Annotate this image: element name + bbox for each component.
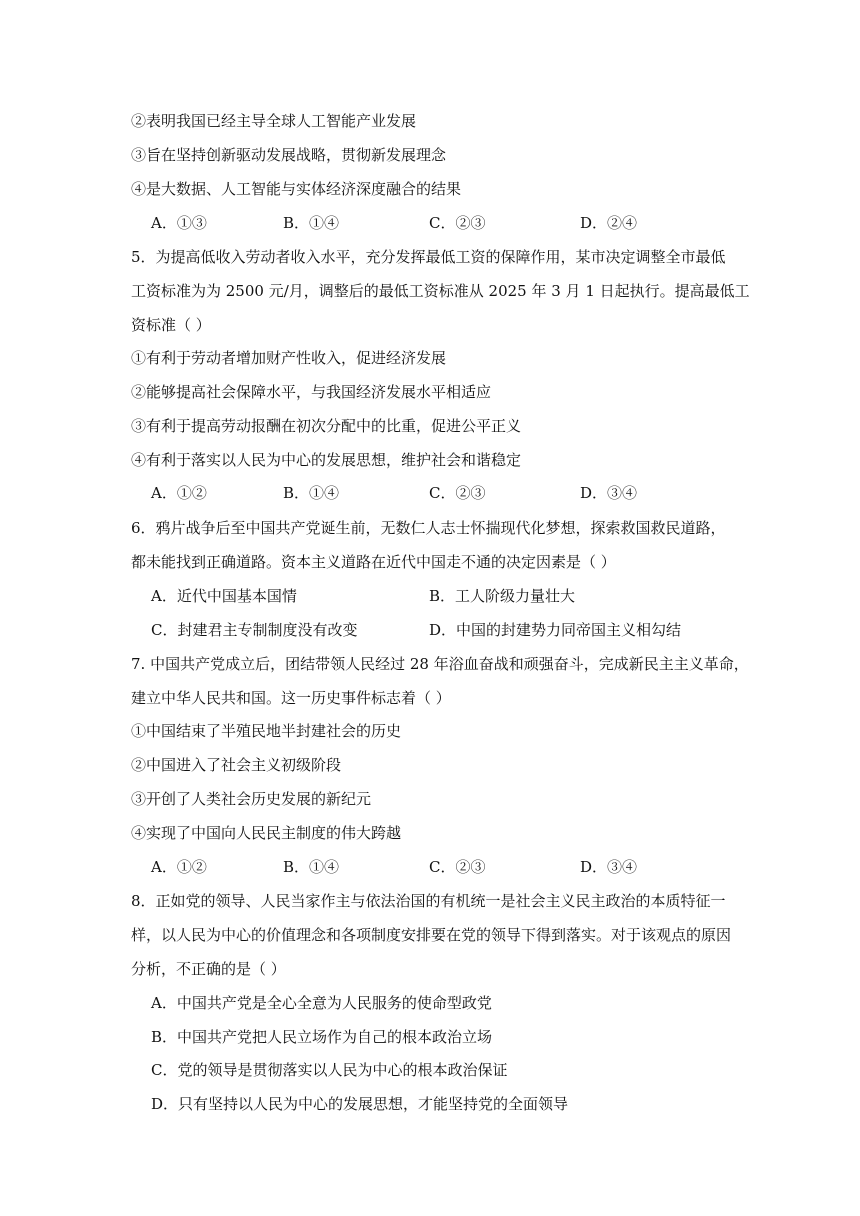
q5-option-b[interactable]: B．①④ [283, 484, 340, 502]
q4-option-b[interactable]: B．①④ [283, 214, 340, 232]
q4-statement-3: ③旨在坚持创新驱动发展战略，贯彻新发展理念 [131, 146, 447, 164]
q7-option-b[interactable]: B．①④ [283, 858, 340, 876]
q7-option-c[interactable]: C．②③ [429, 858, 486, 876]
q6-option-c[interactable]: C．封建君主专制制度没有改变 [151, 621, 358, 639]
q4-option-c[interactable]: C．②③ [429, 214, 486, 232]
q5-statement-4: ④有利于落实以人民为中心的发展思想，维护社会和谐稳定 [131, 451, 522, 469]
q5-option-c[interactable]: C．②③ [429, 484, 486, 502]
q7-statement-1: ①中国结束了半殖民地半封建社会的历史 [131, 722, 402, 740]
q4-option-a[interactable]: A．①③ [151, 214, 207, 232]
q8-option-a[interactable]: A．中国共产党是全心全意为人民服务的使命型政党 [151, 994, 492, 1012]
q4-option-d[interactable]: D．②④ [580, 214, 638, 232]
q8-option-b[interactable]: B．中国共产党把人民立场作为自己的根本政治立场 [151, 1028, 493, 1046]
q8-stem-line-3: 分析，不正确的是（ ） [131, 960, 286, 978]
q8-option-d[interactable]: D．只有坚持以人民为中心的发展思想，才能坚持党的全面领导 [151, 1095, 569, 1113]
q4-options [131, 213, 741, 233]
q5-options [131, 483, 741, 503]
q5-stem-line-2: 工资标准为为 2500 元/月，调整后的最低工资标准从 2025 年 3 月 1 日起执行。提高最低工 [131, 282, 750, 300]
q6-stem-line-1: 6．鸦片战争后至中国共产党诞生前，无数仁人志士怀揣现代化梦想，探索救国救民道路， [131, 519, 726, 537]
q7-option-a[interactable]: A．①② [151, 858, 207, 876]
q6-options-row-2 [131, 620, 741, 640]
q7-statement-2: ②中国进入了社会主义初级阶段 [131, 756, 342, 774]
q5-option-a[interactable]: A．①② [151, 484, 207, 502]
q8-stem-line-2: 样，以人民为中心的价值理念和各项制度安排要在党的领导下得到落实。对于该观点的原因 [131, 926, 732, 944]
q4-statement-4: ④是大数据、人工智能与实体经济深度融合的结果 [131, 180, 462, 198]
q4-statement-2: ②表明我国已经主导全球人工智能产业发展 [131, 112, 417, 130]
q6-option-b[interactable]: B．工人阶级力量壮大 [429, 587, 576, 605]
q7-statement-3: ③开创了人类社会历史发展的新纪元 [131, 790, 372, 808]
q5-stem-line-3: 资标准（ ） [131, 316, 211, 334]
q6-stem-line-2: 都未能找到正确道路。资本主义道路在近代中国走不通的决定因素是（ ） [131, 553, 616, 571]
q5-option-d[interactable]: D．③④ [580, 484, 638, 502]
q5-statement-2: ②能够提高社会保障水平，与我国经济发展水平相适应 [131, 383, 492, 401]
q5-statement-3: ③有利于提高劳动报酬在初次分配中的比重，促进公平正义 [131, 417, 522, 435]
q7-option-d[interactable]: D．③④ [580, 858, 638, 876]
q5-statement-1: ①有利于劳动者增加财产性收入，促进经济发展 [131, 349, 447, 367]
q7-stem-line-2: 建立中华人民共和国。这一历史事件标志着（ ） [131, 689, 451, 707]
q8-stem-line-1: 8．正如党的领导、人民当家作主与依法治国的有机统一是社会主义民主政治的本质特征一 [131, 892, 726, 910]
q5-stem-line-1: 5．为提高低收入劳动者收入水平，充分发挥最低工资的保障作用，某市决定调整全市最低 [131, 248, 726, 266]
q6-option-a[interactable]: A．近代中国基本国情 [151, 587, 297, 605]
q6-options-row-1 [131, 586, 741, 606]
q7-options [131, 857, 741, 877]
q8-option-c[interactable]: C．党的领导是贯彻落实以人民为中心的根本政治保证 [151, 1061, 508, 1079]
q7-statement-4: ④实现了中国向人民民主制度的伟大跨越 [131, 824, 402, 842]
q7-stem-line-1: 7. 中国共产党成立后，团结带领人民经过 28 年浴血奋战和顽强奋斗，完成新民主主义革命， [131, 655, 749, 673]
q6-option-d[interactable]: D．中国的封建势力同帝国主义相勾结 [429, 621, 682, 639]
